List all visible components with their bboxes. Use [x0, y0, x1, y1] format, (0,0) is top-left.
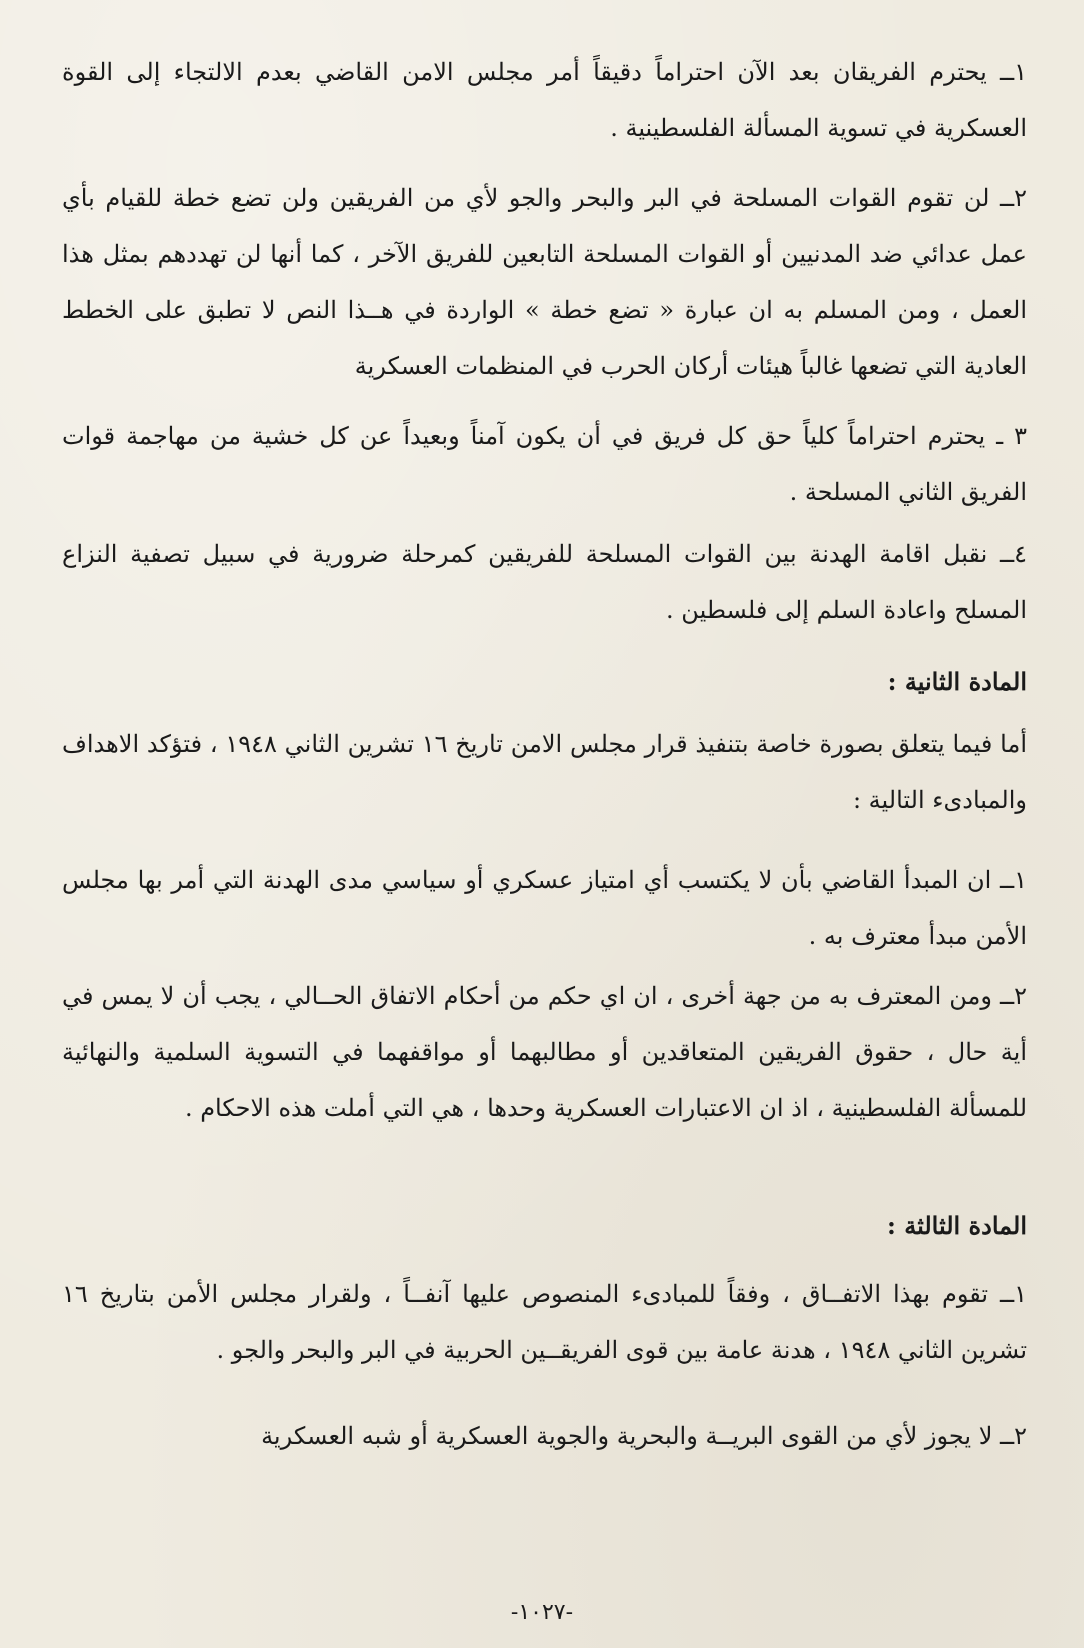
article2-clause2: ٢ــ ومن المعترف به من جهة أخرى ، ان اي حكم من أحكام الاتفاق الحــالي ، يجب أن لا يمس في أية حال ، حقوق الفريقين المتعاقدين أو مطالبهما أو مواقفهما في التسوية السلمية والنهائية للمسألة الفلسطينية ، اذ ان الاعتبارات العسكرية وحدها ، هي التي أملت هذه الاحكام .	[62, 982, 1028, 1122]
article3-heading: المادة الثالثة :	[887, 1211, 1027, 1240]
article2-intro: أما فيما يتعلق بصورة خاصة بتنفيذ قرار مجلس الامن تاريخ ١٦ تشرين الثاني ١٩٤٨ ، فتؤكد الاهداف والمبادىء التالية :	[62, 730, 1027, 814]
article1-clause1: ١ــ يحترم الفريقان بعد الآن احتراماً دقيقاً أمر مجلس الامن القاضي بعدم الالتجاء إلى القوة العسكرية في تسوية المسألة الفلسطينية .	[62, 58, 1028, 142]
article1-clause3: ٣ ـ يحترم احتراماً كلياً حق كل فريق في أن يكون آمناً وبعيداً عن كل خشية من مهاجمة قوات الفريق الثاني المسلحة .	[62, 422, 1027, 506]
article2-clause1: ١ــ ان المبدأ القاضي بأن لا يكتسب أي امتياز عسكري أو سياسي مدى الهدنة التي أمر بها مجلس الأمن مبدأ معترف به .	[62, 866, 1027, 950]
article3-clause2: ٢ــ لا يجوز لأي من القوى البريــة والبحرية والجوية العسكرية أو شبه العسكرية	[261, 1422, 1027, 1450]
article3-clause1: ١ــ تقوم بهذا الاتفــاق ، وفقاً للمبادىء المنصوص عليها آنفــاً ، ولقرار مجلس الأمن بتاريخ ١٦ تشرين الثاني ١٩٤٨ ، هدنة عامة بين قوى الفريقــين الحربية في البر والبحر والجو .	[62, 1280, 1028, 1364]
article2-heading: المادة الثانية :	[887, 667, 1027, 696]
article1-clause4: ٤ــ نقبل اقامة الهدنة بين القوات المسلحة للفريقين كمرحلة ضرورية في سبيل تصفية النزاع المسلح واعادة السلم إلى فلسطين .	[62, 540, 1027, 624]
article1-clause2: ٢ــ لن تقوم القوات المسلحة في البر والبحر والجو لأي من الفريقين ولن تضع خطة للقيام بأي عمل عدائي ضد المدنيين أو القوات المسلحة التابعين للفريق الآخر ، كما أنها لن تهددهم بمثل هذا العمل ، ومن المسلم به ان عبارة « تضع خطة » الواردة في هــذا النص لا تطبق على الخطط العادية التي تضعها غالباً هيئات أركان الحرب في المنظمات العسكرية	[62, 184, 1027, 380]
page-number: -١٠٢٧-	[510, 1600, 574, 1625]
